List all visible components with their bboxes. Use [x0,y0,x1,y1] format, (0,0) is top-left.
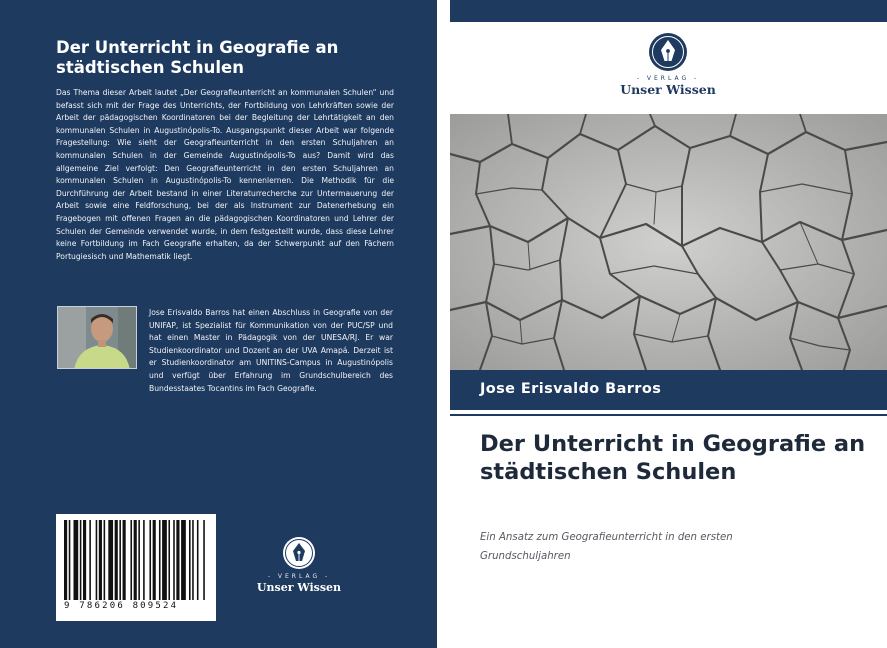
front-logo-brand: Unser Wissen [620,82,716,97]
author-bar [450,370,887,410]
back-publisher-logo [250,536,348,594]
front-cover-subtitle: Ein Ansatz zum Geografieunterricht in den ersten Grundschuljahren [480,532,733,562]
back-cover-title: Der Unterricht in Geografie an städtischen Schulen [56,38,339,77]
front-cover [450,0,887,648]
front-cover-title: Der Unterricht in Geografie an städtischen Schulen [480,431,866,485]
front-top-bar [450,0,887,22]
cracked-earth-image [450,114,887,370]
front-author-name: Jose Erisvaldo Barros [480,381,662,397]
front-logo-verlag: - VERLAG - [636,75,700,82]
spine [437,0,450,648]
front-publisher-logo [610,32,726,97]
pen-nib-emblem-icon [648,32,688,72]
author-portrait-icon [58,307,137,369]
author-bio: Jose Erisvaldo Barros hat einen Abschluss in Geografie von der UNIFAP, ist Spezialist für Kommunikation von der PUC/SP und hat einen Master in Pädagogik von der UNESA/RJ. Er war Studienkoordinator und Dozent an der UVA Amapá. Derzeit ist er Studienkoordinator am UNITINS-Campus in Augustinópolis und verfügt über Erfahrung im Grundschulbereich des Bundesstaates Tocantins im Fach Geografie. [149,308,393,393]
isbn-number: 9 786206 809524 [64,601,179,611]
cracked-earth-icon [450,114,887,370]
back-cover-blurb: Das Thema dieser Arbeit lautet „Der Geografieunterricht an kommunalen Schulen“ und befasst sich mit der Frage des Unterrichts, der Fortbildung von Lehrkräften sowie der Arbeit der pädagogischen Koordinatoren bei der Begleitung der Lehrtätigkeit an den kommunalen Schulen in Augustinópolis-To. Ausgangspunkt dieser Arbeit war folgende Fragestellung: Wie sieht der Geografieunterricht in den ersten Schuljahren an kommunalen Schulen in der Gemeinde Augustinópolis-To aus? Damit wird das allgemeine Ziel verfolgt: Den Geografieunterricht in den ersten Schuljahren an kommunalen Schulen in Augustinópolis-To kennenlernen. Die Methodik für die Durchführung der Arbeit bestand in einer Literaturrecherche zur Untermauerung der Arbeit sowie eine Feldforschung, bei der als Instrument zur Datenerhebung ein Fragebogen mit offenen Fragen an die pädagogischen Koordinatoren und Lehrer der Schulen der Gemeinde verwendet wurde, in dem festgestellt wurde, dass diese Lehrer keine Fortbildung im Fach Geografie erhalten, da der Schwerpunkt auf den Fächern Portugiesisch und Mathematik liegt. [56,88,394,261]
barcode-icon [64,520,208,600]
back-cover [0,0,437,648]
barcode [56,514,216,621]
author-photo-image [57,306,137,369]
pen-nib-emblem-icon [282,536,316,570]
back-logo-verlag: - VERLAG - [267,573,331,580]
back-logo-brand: Unser Wissen [256,581,342,594]
title-divider [450,414,887,416]
